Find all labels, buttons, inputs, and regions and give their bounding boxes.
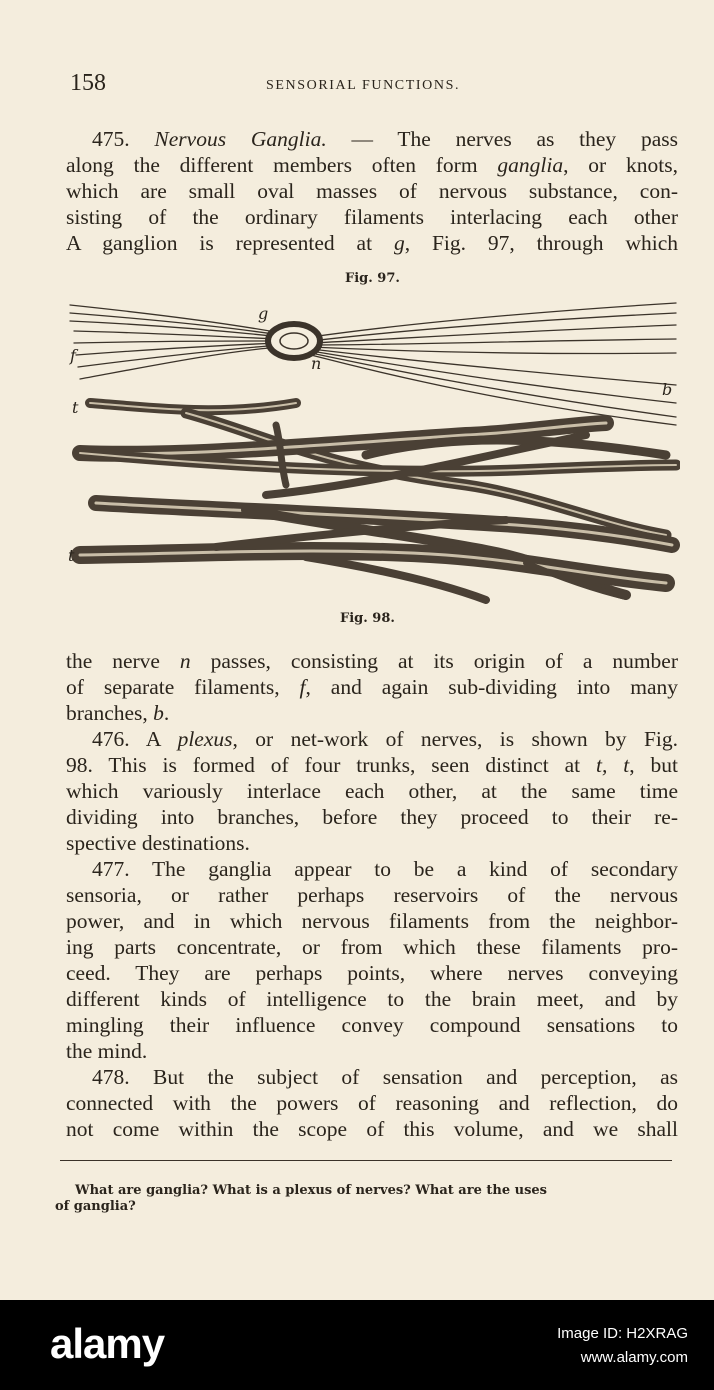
image-meta — [557, 1322, 688, 1370]
image-id: Image ID: H2XRAG — [557, 1325, 688, 1342]
question-line: What are ganglia? What is a plexus of nerves? What are the uses — [75, 1183, 547, 1198]
text-line: 477. The ganglia appear to be a kind of secondary — [92, 857, 678, 881]
paragraph-475-bottom — [66, 648, 678, 726]
fig-98-caption: Fig. 98. — [340, 611, 395, 626]
text-line: 476. A plexus, or net-work of nerves, is shown by Fig. — [92, 727, 678, 751]
text-line: 478. But the subject of sensation and perception, as — [92, 1065, 678, 1089]
paragraph-476 — [66, 726, 678, 856]
text-line: A ganglion is represented at g, Fig. 97, through which — [66, 231, 678, 255]
text-line: ing parts concentrate, or from which these filaments pro- — [66, 935, 678, 959]
running-title: SENSORIAL FUNCTIONS. — [266, 78, 461, 93]
label-n: n — [311, 354, 322, 373]
question-line: of ganglia? — [55, 1199, 136, 1214]
nerve-engraving — [66, 285, 680, 605]
section-title: Nervous Ganglia. — [154, 127, 327, 151]
text-line: 98. This is formed of four trunks, seen distinct at t, t, but — [66, 753, 678, 777]
text-line: ceed. They are perhaps points, where nerves conveying — [66, 961, 678, 985]
footnote-divider — [60, 1160, 672, 1161]
label-t-lower: t — [68, 546, 75, 565]
text-line: along the different members often form ganglia, or knots, — [66, 153, 678, 177]
nerve-illustration — [66, 285, 680, 605]
text-line: mingling their influence convey compound sensations to — [66, 1013, 678, 1037]
study-questions — [55, 1183, 673, 1215]
text-line: 475. Nervous Ganglia. — The nerves as they pass — [92, 127, 678, 151]
text-line: connected with the powers of reasoning and reflection, do — [66, 1091, 678, 1115]
paragraph-475-top — [66, 126, 678, 256]
paragraph-477 — [66, 856, 678, 1064]
fig-98-drawing — [80, 403, 676, 600]
text-line: power, and in which nervous filaments from the neighbor- — [66, 909, 678, 933]
site-url: www.alamy.com — [580, 1349, 688, 1366]
label-b: b — [662, 380, 673, 399]
text-line: not come within the scope of this volume, and we shall — [66, 1117, 678, 1141]
label-t-upper: t — [72, 398, 79, 417]
text-line: sisting of the ordinary filaments interlacing each other — [66, 205, 678, 229]
watermark-banner — [0, 1300, 714, 1390]
page-number: 158 — [70, 70, 106, 96]
text-line: dividing into branches, before they proceed to their re- — [66, 805, 678, 829]
text-line: sensoria, or rather perhaps reservoirs of the nervous — [66, 883, 678, 907]
text-line: spective destinations. — [66, 831, 250, 855]
page-header — [70, 70, 682, 100]
text-line: the nerve n passes, consisting at its origin of a number — [66, 649, 679, 673]
paragraph-478 — [66, 1064, 678, 1142]
text-line: the mind. — [66, 1039, 148, 1063]
label-g: g — [258, 304, 269, 323]
label-f: f — [70, 346, 76, 365]
text-line: different kinds of intelligence to the brain meet, and by — [66, 987, 678, 1011]
text-line: which are small oval masses of nervous substance, con- — [66, 179, 678, 203]
text-line: which variously interlace each other, at the same time — [66, 779, 678, 803]
text-line: of separate filaments, f, and again sub-dividing into many — [66, 675, 678, 699]
text-line: branches, b. — [66, 701, 170, 725]
fig-97-caption: Fig. 97. — [345, 271, 400, 286]
alamy-logo: alamy — [50, 1320, 165, 1367]
